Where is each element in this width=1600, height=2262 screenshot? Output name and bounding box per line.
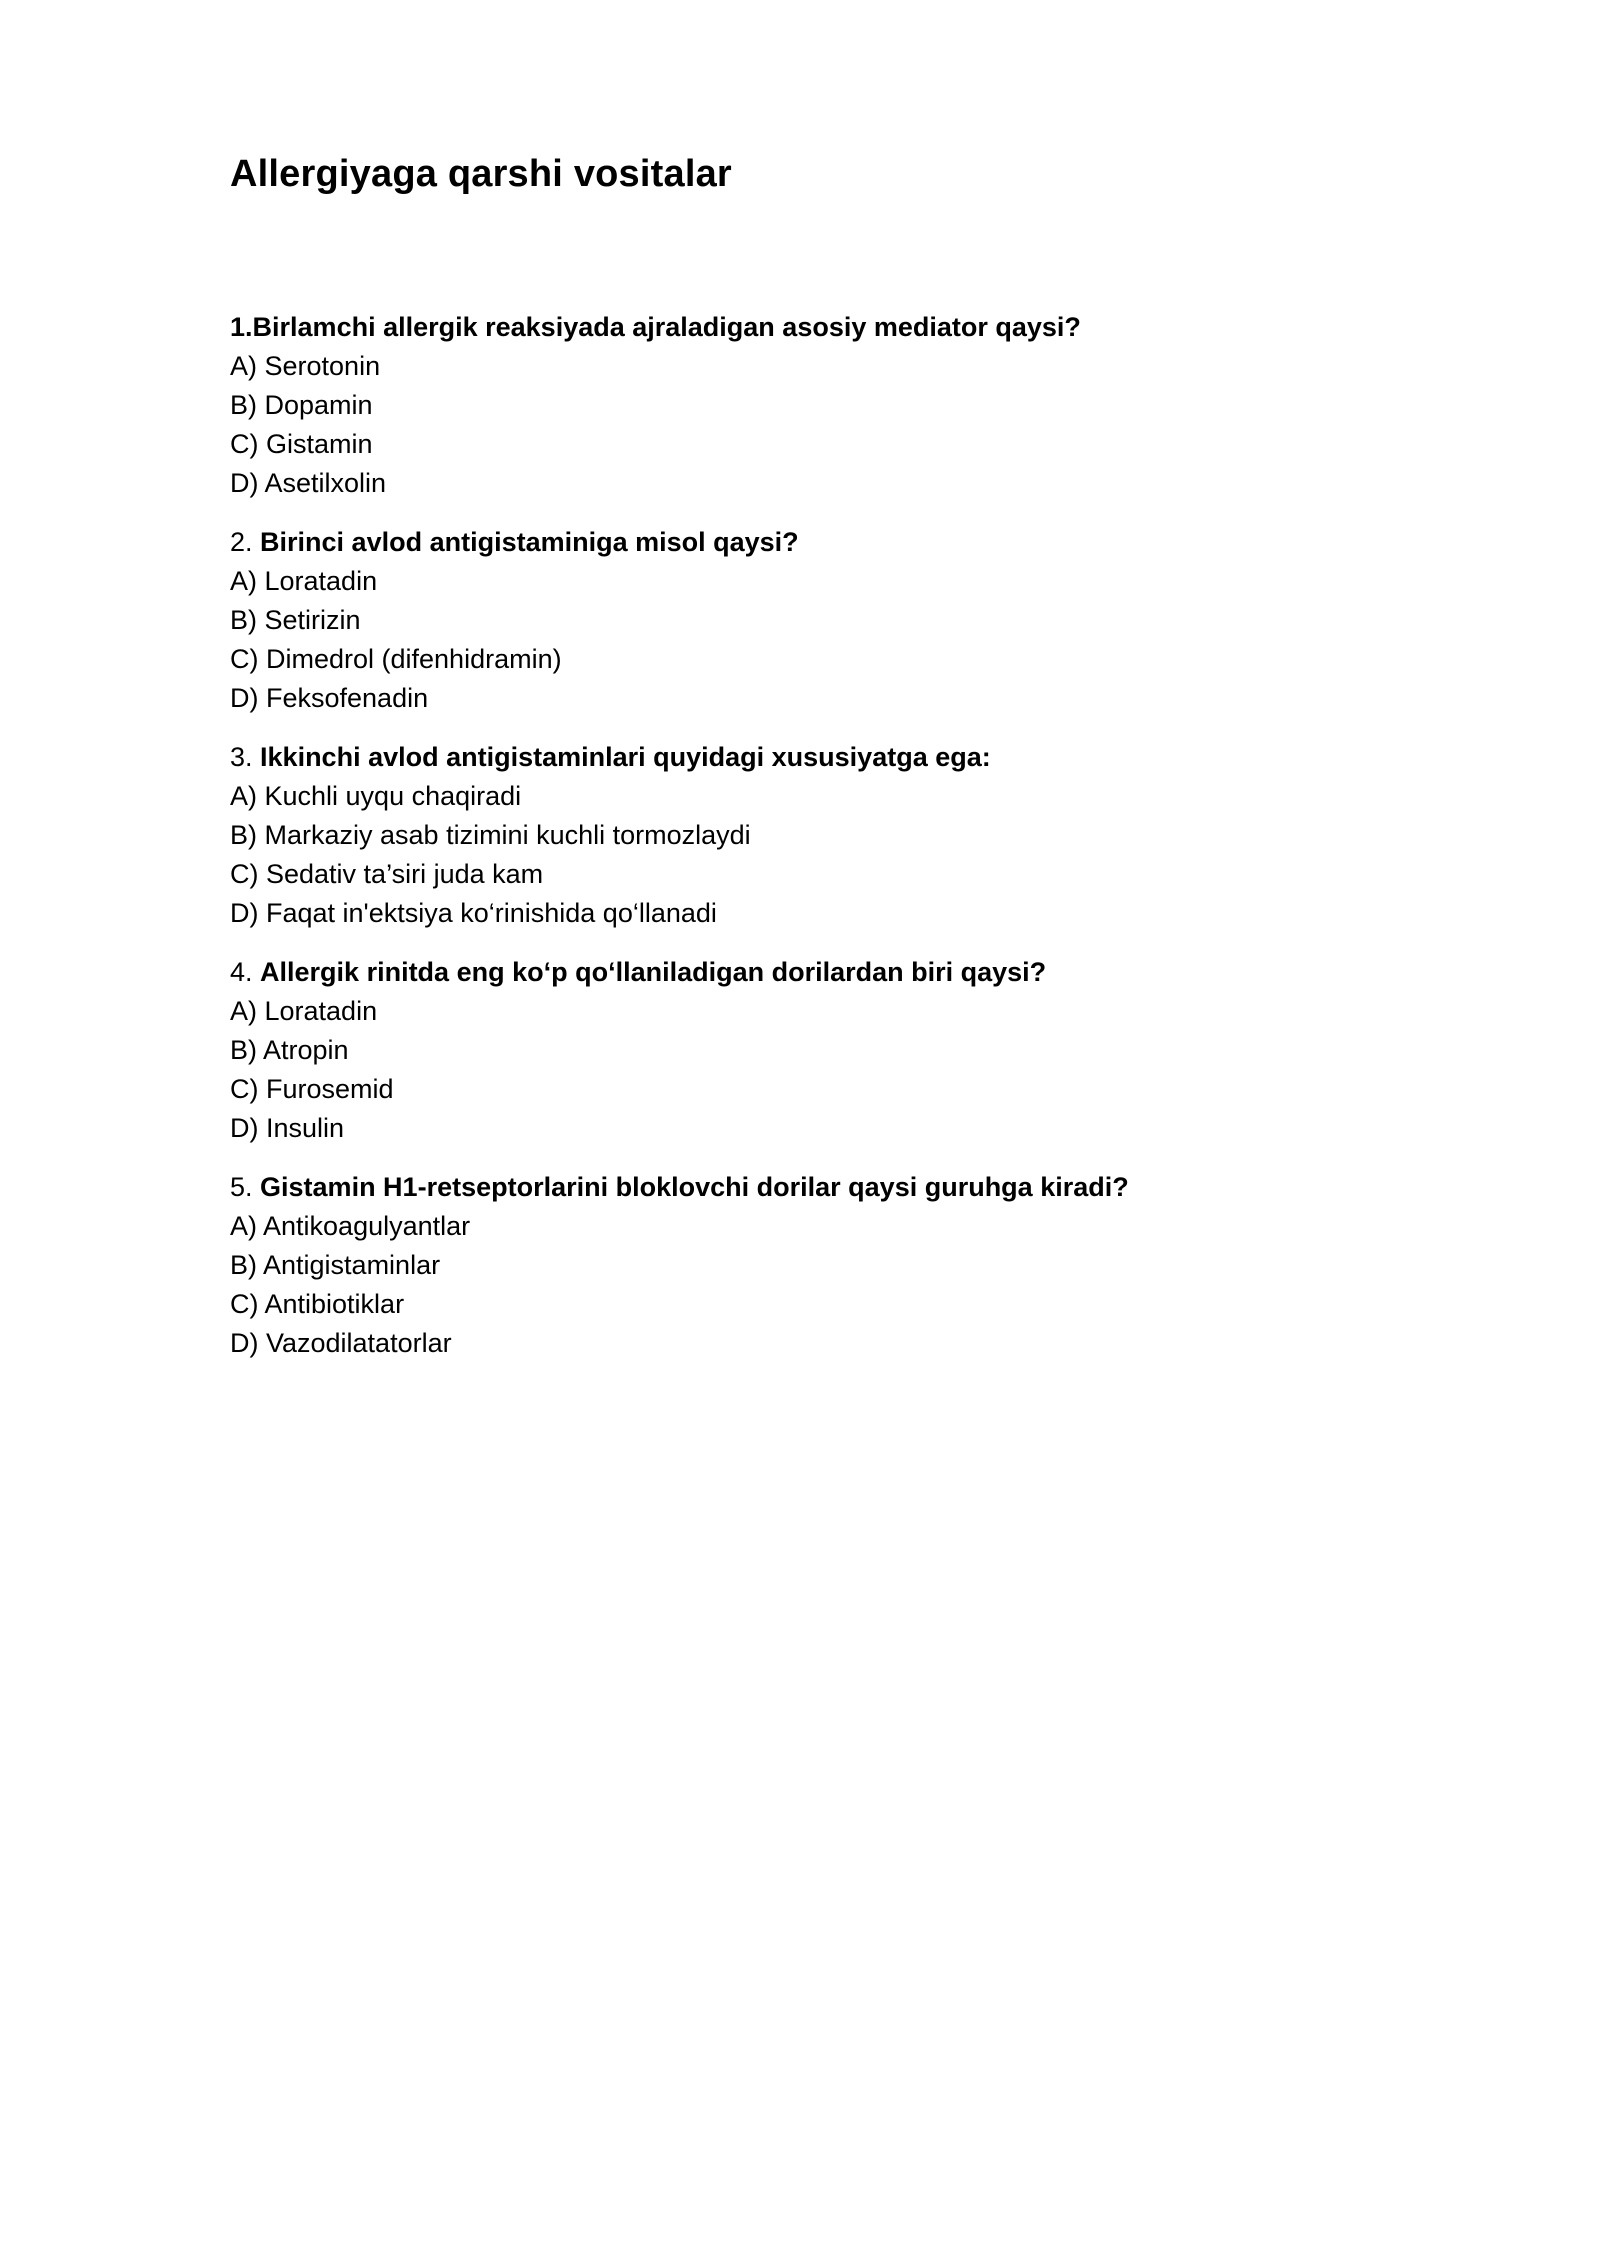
question-2 xyxy=(230,523,1430,718)
question-1 xyxy=(230,308,1430,503)
question-number: 4. xyxy=(230,957,261,987)
question-text: Allergik rinitda eng ko‘p qo‘llaniladigan dorilardan biri qaysi? xyxy=(260,957,1047,987)
answer-option-b: B) Dopamin xyxy=(230,390,373,420)
question-prompt xyxy=(230,523,1430,562)
answer-option-c: C) Sedativ ta’siri juda kam xyxy=(230,859,544,889)
answer-option-a: A) Kuchli uyqu chaqiradi xyxy=(230,781,522,811)
question-3 xyxy=(230,738,1430,933)
question-text: Ikkinchi avlod antigistaminlari quyidagi xususiyatga ega: xyxy=(260,742,991,772)
answer-option-b: B) Atropin xyxy=(230,1035,349,1065)
answer-option-d: D) Feksofenadin xyxy=(230,683,429,713)
answer-option-c: C) Gistamin xyxy=(230,429,373,459)
question-4 xyxy=(230,953,1430,1148)
answer-option-b: B) Markaziy asab tizimini kuchli tormozlaydi xyxy=(230,820,751,850)
answer-options xyxy=(230,562,1430,718)
answer-option-c: C) Furosemid xyxy=(230,1074,394,1104)
answer-option-a: A) Loratadin xyxy=(230,566,378,596)
question-prompt xyxy=(230,738,1430,777)
answer-option-a: A) Antikoagulyantlar xyxy=(230,1211,471,1241)
answer-options xyxy=(230,777,1430,933)
answer-option-d: D) Insulin xyxy=(230,1113,345,1143)
answer-option-a: A) Serotonin xyxy=(230,351,381,381)
question-text: Birlamchi allergik reaksiyada ajraladigan asosiy mediator qaysi? xyxy=(252,312,1081,342)
answer-option-d: D) Faqat in'ektsiya ko‘rinishida qo‘llanadi xyxy=(230,898,717,928)
question-number: 3. xyxy=(230,742,261,772)
question-prompt xyxy=(230,308,1430,347)
answer-option-d: D) Asetilxolin xyxy=(230,468,387,498)
answer-option-a: A) Loratadin xyxy=(230,996,378,1026)
question-text: Birinci avlod antigistaminiga misol qaysi? xyxy=(260,527,799,557)
answer-options xyxy=(230,992,1430,1148)
question-number: 2. xyxy=(230,527,261,557)
answer-option-b: B) Antigistaminlar xyxy=(230,1250,441,1280)
answer-options xyxy=(230,347,1430,503)
question-number: 1. xyxy=(230,312,253,342)
answer-option-b: B) Setirizin xyxy=(230,605,361,635)
question-number: 5. xyxy=(230,1172,261,1202)
answer-option-c: C) Antibiotiklar xyxy=(230,1289,405,1319)
question-prompt xyxy=(230,953,1430,992)
question-text: Gistamin H1-retseptorlarini bloklovchi dorilar qaysi guruhga kiradi? xyxy=(260,1172,1129,1202)
answer-option-d: D) Vazodilatatorlar xyxy=(230,1328,452,1358)
answer-options xyxy=(230,1207,1430,1363)
question-list xyxy=(230,308,1430,1383)
document-title: Allergiyaga qarshi vositalar xyxy=(230,153,732,195)
question-prompt xyxy=(230,1168,1430,1207)
question-5 xyxy=(230,1168,1430,1363)
answer-option-c: C) Dimedrol (difenhidramin) xyxy=(230,644,562,674)
